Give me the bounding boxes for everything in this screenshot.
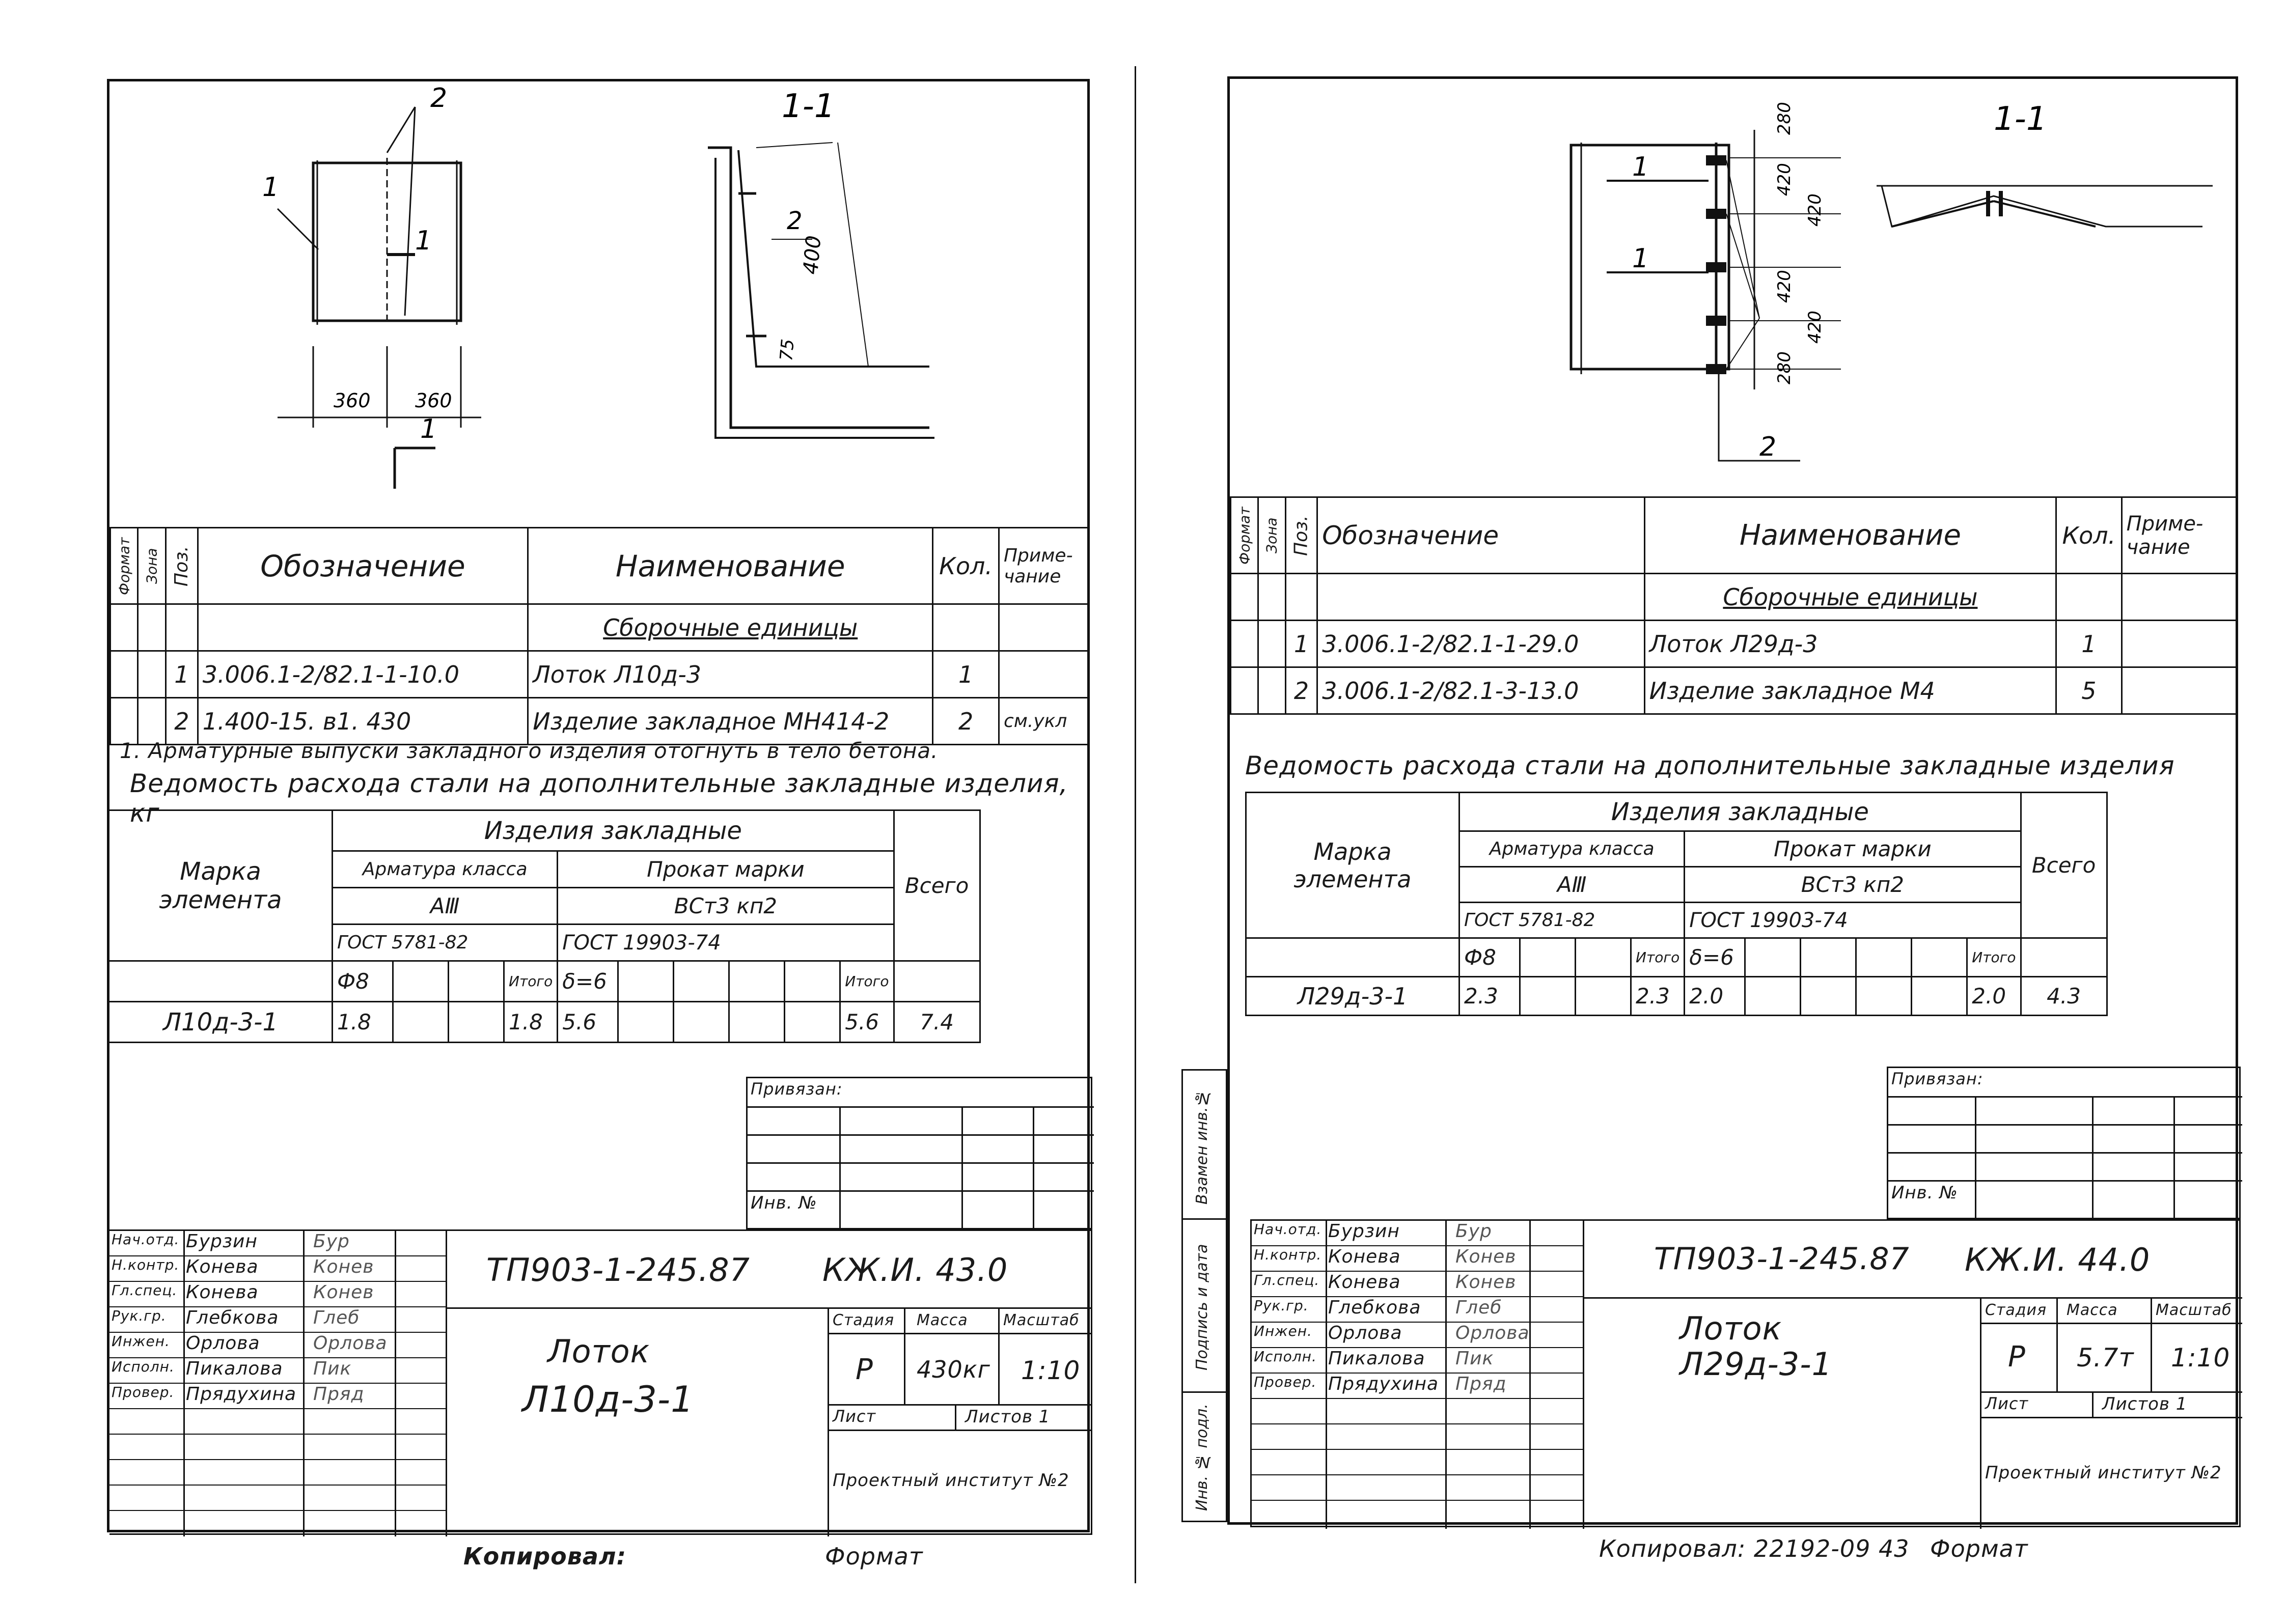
staff-name: Глебкова <box>186 1307 279 1328</box>
staff-signature: Бур <box>313 1231 350 1252</box>
staff-name: Конева <box>1328 1272 1401 1293</box>
steel-arm-gost: ГОСТ 5781-82 <box>333 925 558 961</box>
spec-name: Лоток Л10д-3 <box>528 651 933 698</box>
right-list: Лист <box>1985 1394 2029 1413</box>
right-side-stamp <box>1181 1069 1227 1522</box>
staff-role: Рук.гр. <box>1254 1297 1309 1314</box>
steel-arm-class: Арматура класса <box>333 851 558 888</box>
left-spec-table <box>109 527 1090 745</box>
left-scale: 1:10 <box>1021 1356 1081 1385</box>
staff-signature: Конев <box>313 1256 374 1277</box>
spec-h-note: Приме-чание <box>999 528 1089 604</box>
left-dim-360a: 360 <box>334 389 371 412</box>
right-dim-420c: 420 <box>1774 270 1795 303</box>
steel-delta6: 5.6 <box>558 1002 618 1043</box>
table-row <box>1246 977 2107 1016</box>
left-scale-h: Масштаб <box>1003 1311 1080 1329</box>
steel-arm-grade: АⅢ <box>1459 867 1685 903</box>
staff-role: Нач.отд. <box>1254 1221 1322 1238</box>
left-copied: Копировал: <box>463 1543 626 1570</box>
left-label-1b: 1 <box>415 226 432 256</box>
staff-name: Конева <box>186 1282 259 1303</box>
spec-h-qty: Кол. <box>2056 497 2122 574</box>
right-dim-420d: 420 <box>1805 311 1825 344</box>
left-dim-400: 400 <box>799 234 826 275</box>
spec-qty: 2 <box>933 698 999 745</box>
right-copied: Копировал: 22192-09 43 <box>1599 1535 1910 1562</box>
steel-prokat-gost: ГОСТ 19903-74 <box>1685 903 2021 938</box>
steel-mark-label-1: Марка <box>1313 837 1392 865</box>
staff-role: Рук.гр. <box>112 1307 167 1324</box>
right-institute: Проектный институт №2 <box>1985 1463 2222 1483</box>
left-lists: Листов 1 <box>965 1407 1051 1427</box>
spec-h-name: Наименование <box>1644 497 2056 574</box>
left-privyazan-box <box>746 1077 1092 1229</box>
spec-note <box>2122 667 2237 714</box>
spec-h-format: Формат <box>111 528 138 604</box>
spec-h-zone: Зона <box>1258 497 1285 574</box>
steel-itogo-h: Итого <box>504 961 558 1002</box>
left-title-block <box>109 1229 1092 1535</box>
list-item <box>1252 1221 1583 1246</box>
spec-qty: 5 <box>2056 667 2122 714</box>
spec-pos: 1 <box>1285 621 1317 667</box>
spec-name: Изделие закладное М4 <box>1644 667 2056 714</box>
steel-mark-label-1: Марка <box>180 857 261 886</box>
staff-signature: Конев <box>1455 1272 1517 1293</box>
steel-col-group: Изделия закладные <box>333 810 894 851</box>
left-stage-h: Стадия <box>833 1311 895 1329</box>
steel-prokat-gost: ГОСТ 19903-74 <box>558 925 894 961</box>
steel-delta6-h: δ=6 <box>558 961 618 1002</box>
left-institute: Проектный институт №2 <box>833 1470 1069 1491</box>
steel-itogo1: 2.3 <box>1631 977 1685 1016</box>
right-title-block <box>1250 1219 2241 1527</box>
right-stage-h: Стадия <box>1985 1301 2047 1319</box>
spec-h-note: Приме-чание <box>2122 497 2237 574</box>
side-stamp-inv: Инв. № подл. <box>1193 1404 1211 1511</box>
steel-phi8-h: Ф8 <box>333 961 393 1002</box>
spec-designation: 3.006.1-2/82.1-1-10.0 <box>198 651 528 698</box>
staff-signature: Пик <box>1455 1348 1494 1369</box>
steel-phi8: 2.3 <box>1459 977 1520 1016</box>
steel-itogo2-h: Итого <box>1967 938 2021 977</box>
spec-name: Лоток Л29д-3 <box>1644 621 2056 667</box>
staff-role: Исполн. <box>1254 1348 1317 1365</box>
right-title-1: Лоток <box>1679 1310 1782 1347</box>
left-steel-table <box>109 809 981 1043</box>
staff-role: Исполн. <box>112 1358 175 1375</box>
right-sheet-code: КЖ.И. 44.0 <box>1965 1241 2151 1278</box>
left-steel-title: Ведомость расхода стали на дополнительные закладные изделия, кг <box>130 769 1068 828</box>
left-section-label-2: 2 <box>787 207 803 235</box>
left-label-2: 2 <box>430 83 448 114</box>
spec-pos: 2 <box>1285 667 1317 714</box>
steel-delta6-h: δ=6 <box>1685 938 1745 977</box>
steel-mark-label-2: элемента <box>1293 865 1412 893</box>
staff-name: Прядухина <box>186 1384 297 1405</box>
right-steel-table <box>1245 792 2108 1016</box>
right-privyazan-box <box>1887 1067 2241 1219</box>
left-mass: 430кг <box>917 1356 990 1383</box>
spec-name: Изделие закладное МН414-2 <box>528 698 933 745</box>
staff-name: Орлова <box>186 1333 260 1354</box>
spec-h-qty: Кол. <box>933 528 999 604</box>
right-drawing <box>1230 79 2238 496</box>
left-note: 1. Арматурные выпуски закладного изделия отогнуть в тело бетона. <box>120 738 939 763</box>
staff-name: Орлова <box>1328 1323 1402 1343</box>
right-dim-420b: 420 <box>1805 193 1825 227</box>
staff-signature: Глеб <box>1455 1297 1502 1318</box>
staff-signature: Пик <box>313 1358 352 1379</box>
right-label-1a: 1 <box>1632 152 1649 182</box>
staff-role: Гл.спец. <box>112 1282 178 1299</box>
table-row <box>111 651 1089 698</box>
spec-note <box>999 651 1089 698</box>
right-dim-420a: 420 <box>1774 163 1795 196</box>
right-sheet <box>1227 76 2238 1525</box>
spec-h-name: Наименование <box>528 528 933 604</box>
spec-pos: 1 <box>166 651 198 698</box>
left-section-title: 1-1 <box>782 88 835 125</box>
right-label-1b: 1 <box>1632 243 1649 274</box>
steel-prokat: Прокат марки <box>558 851 894 888</box>
staff-name: Бурзин <box>1328 1221 1400 1242</box>
steel-prokat-grade: ВСт3 кп2 <box>558 888 894 925</box>
steel-total: 7.4 <box>894 1002 980 1043</box>
left-title-1: Лоток <box>547 1333 650 1370</box>
right-scale: 1:10 <box>2171 1343 2230 1373</box>
left-label-1c: 1 <box>420 414 437 444</box>
staff-signature: Конев <box>1455 1246 1517 1267</box>
left-dim-360b: 360 <box>415 389 452 412</box>
side-stamp-replace: Взамен инв.№ <box>1193 1089 1211 1205</box>
steel-total-h: Всего <box>894 810 980 961</box>
right-format: Формат <box>1930 1535 2028 1562</box>
list-item <box>1252 1272 1583 1297</box>
spec-h-designation: Обозначение <box>1317 497 1644 574</box>
side-stamp-sign: Подпись и дата <box>1193 1244 1211 1371</box>
spec-section: Сборочные единицы <box>1644 574 2056 621</box>
left-label-1a: 1 <box>262 172 280 203</box>
staff-role: Инжен. <box>112 1333 170 1350</box>
staff-signature: Орлова <box>1455 1323 1530 1343</box>
steel-itogo2: 2.0 <box>1967 977 2021 1016</box>
steel-arm-class: Арматура класса <box>1459 831 1685 867</box>
staff-name: Прядухина <box>1328 1374 1439 1394</box>
left-inv-no: Инв. № <box>751 1193 817 1213</box>
spec-qty: 1 <box>2056 621 2122 667</box>
right-dim-280a: 280 <box>1774 102 1795 135</box>
list-item <box>1252 1323 1583 1348</box>
spec-qty: 1 <box>933 651 999 698</box>
left-stage: Р <box>856 1353 873 1386</box>
left-list: Лист <box>833 1407 876 1426</box>
spec-h-format: Формат <box>1231 497 1258 574</box>
steel-itogo2-h: Итого <box>840 961 894 1002</box>
staff-role: Нач.отд. <box>112 1231 180 1248</box>
steel-mark: Л10д-3-1 <box>109 1002 333 1043</box>
staff-name: Бурзин <box>186 1231 258 1252</box>
spec-note: см.укл <box>999 698 1089 745</box>
table-row <box>111 698 1089 745</box>
steel-phi8-h: Ф8 <box>1459 938 1520 977</box>
right-scale-h: Масштаб <box>2156 1301 2232 1319</box>
spec-pos: 2 <box>166 698 198 745</box>
left-format: Формат <box>825 1543 923 1570</box>
list-item <box>1252 1374 1583 1399</box>
spec-h-zone: Зона <box>138 528 166 604</box>
spec-designation: 3.006.1-2/82.1-3-13.0 <box>1317 667 1644 714</box>
staff-signature: Конев <box>313 1282 374 1303</box>
staff-role: Провер. <box>1254 1374 1317 1390</box>
steel-prokat-grade: ВСт3 кп2 <box>1685 867 2021 903</box>
left-title-2: Л10д-3-1 <box>522 1379 694 1420</box>
spec-h-designation: Обозначение <box>198 528 528 604</box>
right-privyazan: Привязан: <box>1891 1069 1984 1088</box>
spec-h-pos: Поз. <box>1285 497 1317 574</box>
steel-itogo-h: Итого <box>1631 938 1685 977</box>
steel-total-h: Всего <box>2021 793 2107 938</box>
left-dim-75: 75 <box>776 338 798 362</box>
staff-role: Инжен. <box>1254 1323 1312 1339</box>
staff-signature: Пряд <box>1455 1374 1507 1394</box>
left-drawing <box>109 81 1087 529</box>
staff-name: Глебкова <box>1328 1297 1421 1318</box>
right-project-code: ТП903-1-245.87 <box>1654 1241 1910 1277</box>
left-privyazan: Привязан: <box>751 1079 843 1099</box>
staff-signature: Орлова <box>313 1333 388 1354</box>
spec-designation: 3.006.1-2/82.1-1-29.0 <box>1317 621 1644 667</box>
staff-role: Н.контр. <box>112 1256 180 1273</box>
staff-name: Конева <box>186 1256 259 1277</box>
staff-signature: Пряд <box>313 1384 365 1405</box>
right-spec-table <box>1230 496 2238 715</box>
left-project-code: ТП903-1-245.87 <box>486 1251 750 1289</box>
steel-arm-gost: ГОСТ 5781-82 <box>1459 903 1685 938</box>
steel-itogo2: 5.6 <box>840 1002 894 1043</box>
right-mass: 5.7т <box>2077 1343 2134 1373</box>
left-sheet-code: КЖ.И. 43.0 <box>822 1251 1008 1289</box>
steel-itogo1: 1.8 <box>504 1002 558 1043</box>
staff-role: Провер. <box>112 1384 175 1401</box>
right-section-title: 1-1 <box>1994 100 2047 138</box>
table-row <box>1231 621 2238 667</box>
steel-phi8: 1.8 <box>333 1002 393 1043</box>
steel-col-group: Изделия закладные <box>1459 793 2021 831</box>
right-label-2: 2 <box>1759 432 1777 462</box>
table-row <box>1231 667 2238 714</box>
staff-signature: Глеб <box>313 1307 360 1328</box>
list-item <box>1252 1348 1583 1374</box>
right-dim-280b: 280 <box>1774 351 1795 384</box>
staff-name: Пикалова <box>1328 1348 1425 1369</box>
spec-section: Сборочные единицы <box>528 604 933 651</box>
steel-mark: Л29д-3-1 <box>1246 977 1459 1016</box>
staff-name: Конева <box>1328 1246 1401 1267</box>
steel-total: 4.3 <box>2021 977 2107 1016</box>
steel-mark-label-2: элемента <box>159 885 282 914</box>
spec-designation: 1.400-15. в1. 430 <box>198 698 528 745</box>
spec-note <box>2122 621 2237 667</box>
right-lists: Листов 1 <box>2102 1394 2188 1414</box>
table-row <box>109 1002 980 1043</box>
right-title-2: Л29д-3-1 <box>1679 1346 1833 1383</box>
staff-role: Гл.спец. <box>1254 1272 1320 1289</box>
list-item <box>1252 1246 1583 1272</box>
right-stage: Р <box>2008 1340 2026 1374</box>
steel-arm-grade: АⅢ <box>333 888 558 925</box>
staff-role: Н.контр. <box>1254 1246 1322 1263</box>
steel-delta6: 2.0 <box>1685 977 1745 1016</box>
staff-signature: Бур <box>1455 1221 1492 1242</box>
spec-h-pos: Поз. <box>166 528 198 604</box>
steel-prokat: Прокат марки <box>1685 831 2021 867</box>
right-inv-no: Инв. № <box>1891 1183 1958 1203</box>
right-mass-h: Масса <box>2067 1301 2118 1319</box>
staff-name: Пикалова <box>186 1358 283 1379</box>
right-steel-title: Ведомость расхода стали на дополнительные закладные изделия <box>1245 751 2175 780</box>
left-sheet <box>107 79 1090 1532</box>
right-staff-list <box>1252 1221 1583 1501</box>
list-item <box>1252 1297 1583 1323</box>
left-mass-h: Масса <box>917 1311 968 1329</box>
